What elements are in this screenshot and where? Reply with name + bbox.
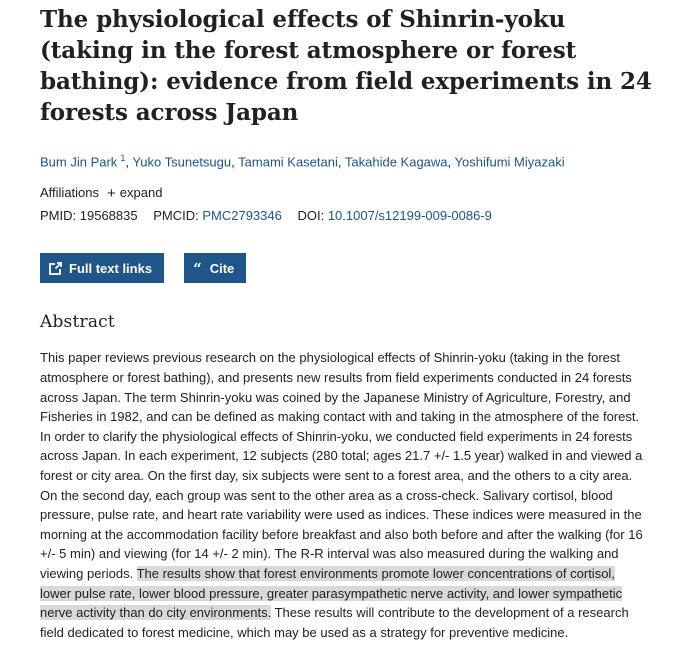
- pmcid-label: PMCID:: [153, 208, 199, 224]
- affiliations-row: [40, 183, 652, 203]
- article-page: [40, 0, 652, 655]
- author-separator: ,: [337, 154, 342, 170]
- author-separator: ,: [231, 154, 235, 170]
- cite-button[interactable]: [184, 253, 246, 283]
- abstract-text-start: This paper reviews previous research on the physiological effects of Shinrin-yoku (taking in the forest atmosphere or forest bathing), and presents new results from field experiments conducted in 24 forests across Japan. The term Shinrin-yoku was coined by the Japanese Ministry of Agriculture, Forestry, and Fisheries in 1982, and can be defined as making contact with and taking in the atmosphere of the forest. In order to clarify the physiological effects of Shinrin-yoku, we conducted field experiments in 24 forests across Japan. In each experiment, 12 subjects (280 total; ages 21.7 +/- 1.5 year) walked in and viewed a forest or city area. On the first day, six subjects were sent to a forest area, and the others to a city area. On the second day, each group was sent to the other area as a cross-check. Salivary cortisol, blood pressure, pulse rate, and heart rate variability were used as indices. These indices were measured in the morning at the accommodation facility before breakfast and also both before and after the walking (for 16 +/- 5 min) and viewing (for 14 +/- 2 min). The R-R interval was also measured during the walking and viewing periods.: [40, 350, 643, 581]
- abstract-text: [40, 348, 646, 642]
- abstract-heading: Abstract: [40, 312, 115, 333]
- author-link[interactable]: Tamami Kasetani: [238, 154, 338, 170]
- action-buttons: [40, 253, 652, 283]
- author-link[interactable]: Takahide Kagawa: [344, 154, 448, 170]
- expand-label: expand: [119, 185, 163, 201]
- pmid-label: PMID:: [40, 208, 77, 224]
- external-link-icon: [49, 262, 62, 275]
- author-list: [40, 148, 652, 172]
- affiliation-superscript[interactable]: 1: [120, 153, 126, 163]
- plus-icon: +: [107, 184, 116, 202]
- full-text-links-label: Full text links: [69, 260, 153, 276]
- author-link[interactable]: Yuko Tsunetsugu: [132, 154, 232, 170]
- article-identifiers: [40, 206, 652, 226]
- full-text-links-button[interactable]: [40, 253, 164, 283]
- pmid-value: 19568835: [79, 208, 138, 224]
- author-link[interactable]: Yoshifumi Miyazaki: [454, 154, 565, 170]
- affiliations-label: Affiliations: [40, 185, 100, 201]
- highlighted-abstract-text: The results show that forest environments promote lower concentrations of cortisol, lower pulse rate, lower blood pressure, greater parasympathetic nerve activity, and lower sympathetic nerve activity than do city environments.: [40, 565, 623, 621]
- author-separator: ,: [447, 154, 452, 170]
- quote-icon: “: [193, 260, 202, 279]
- abstract-text-end: These results will contribute to the development of a research field dedicated to forest medicine, which may be used as a strategy for preventive medicine.: [40, 605, 629, 640]
- article-title: The physiological effects of Shinrin-yoku (taking in the forest atmosphere or forest bathing): evidence from field experiments in 24 forests across Japan: [40, 6, 652, 126]
- author-separator: ,: [125, 154, 129, 170]
- author-link[interactable]: Bum Jin Park: [40, 154, 118, 170]
- doi-label: DOI:: [297, 208, 325, 224]
- expand-affiliations-button[interactable]: [107, 183, 162, 203]
- doi-link[interactable]: 10.1007/s12199-009-0086-9: [327, 208, 492, 224]
- cite-label: Cite: [209, 260, 235, 276]
- pmcid-link[interactable]: PMC2793346: [202, 208, 282, 224]
